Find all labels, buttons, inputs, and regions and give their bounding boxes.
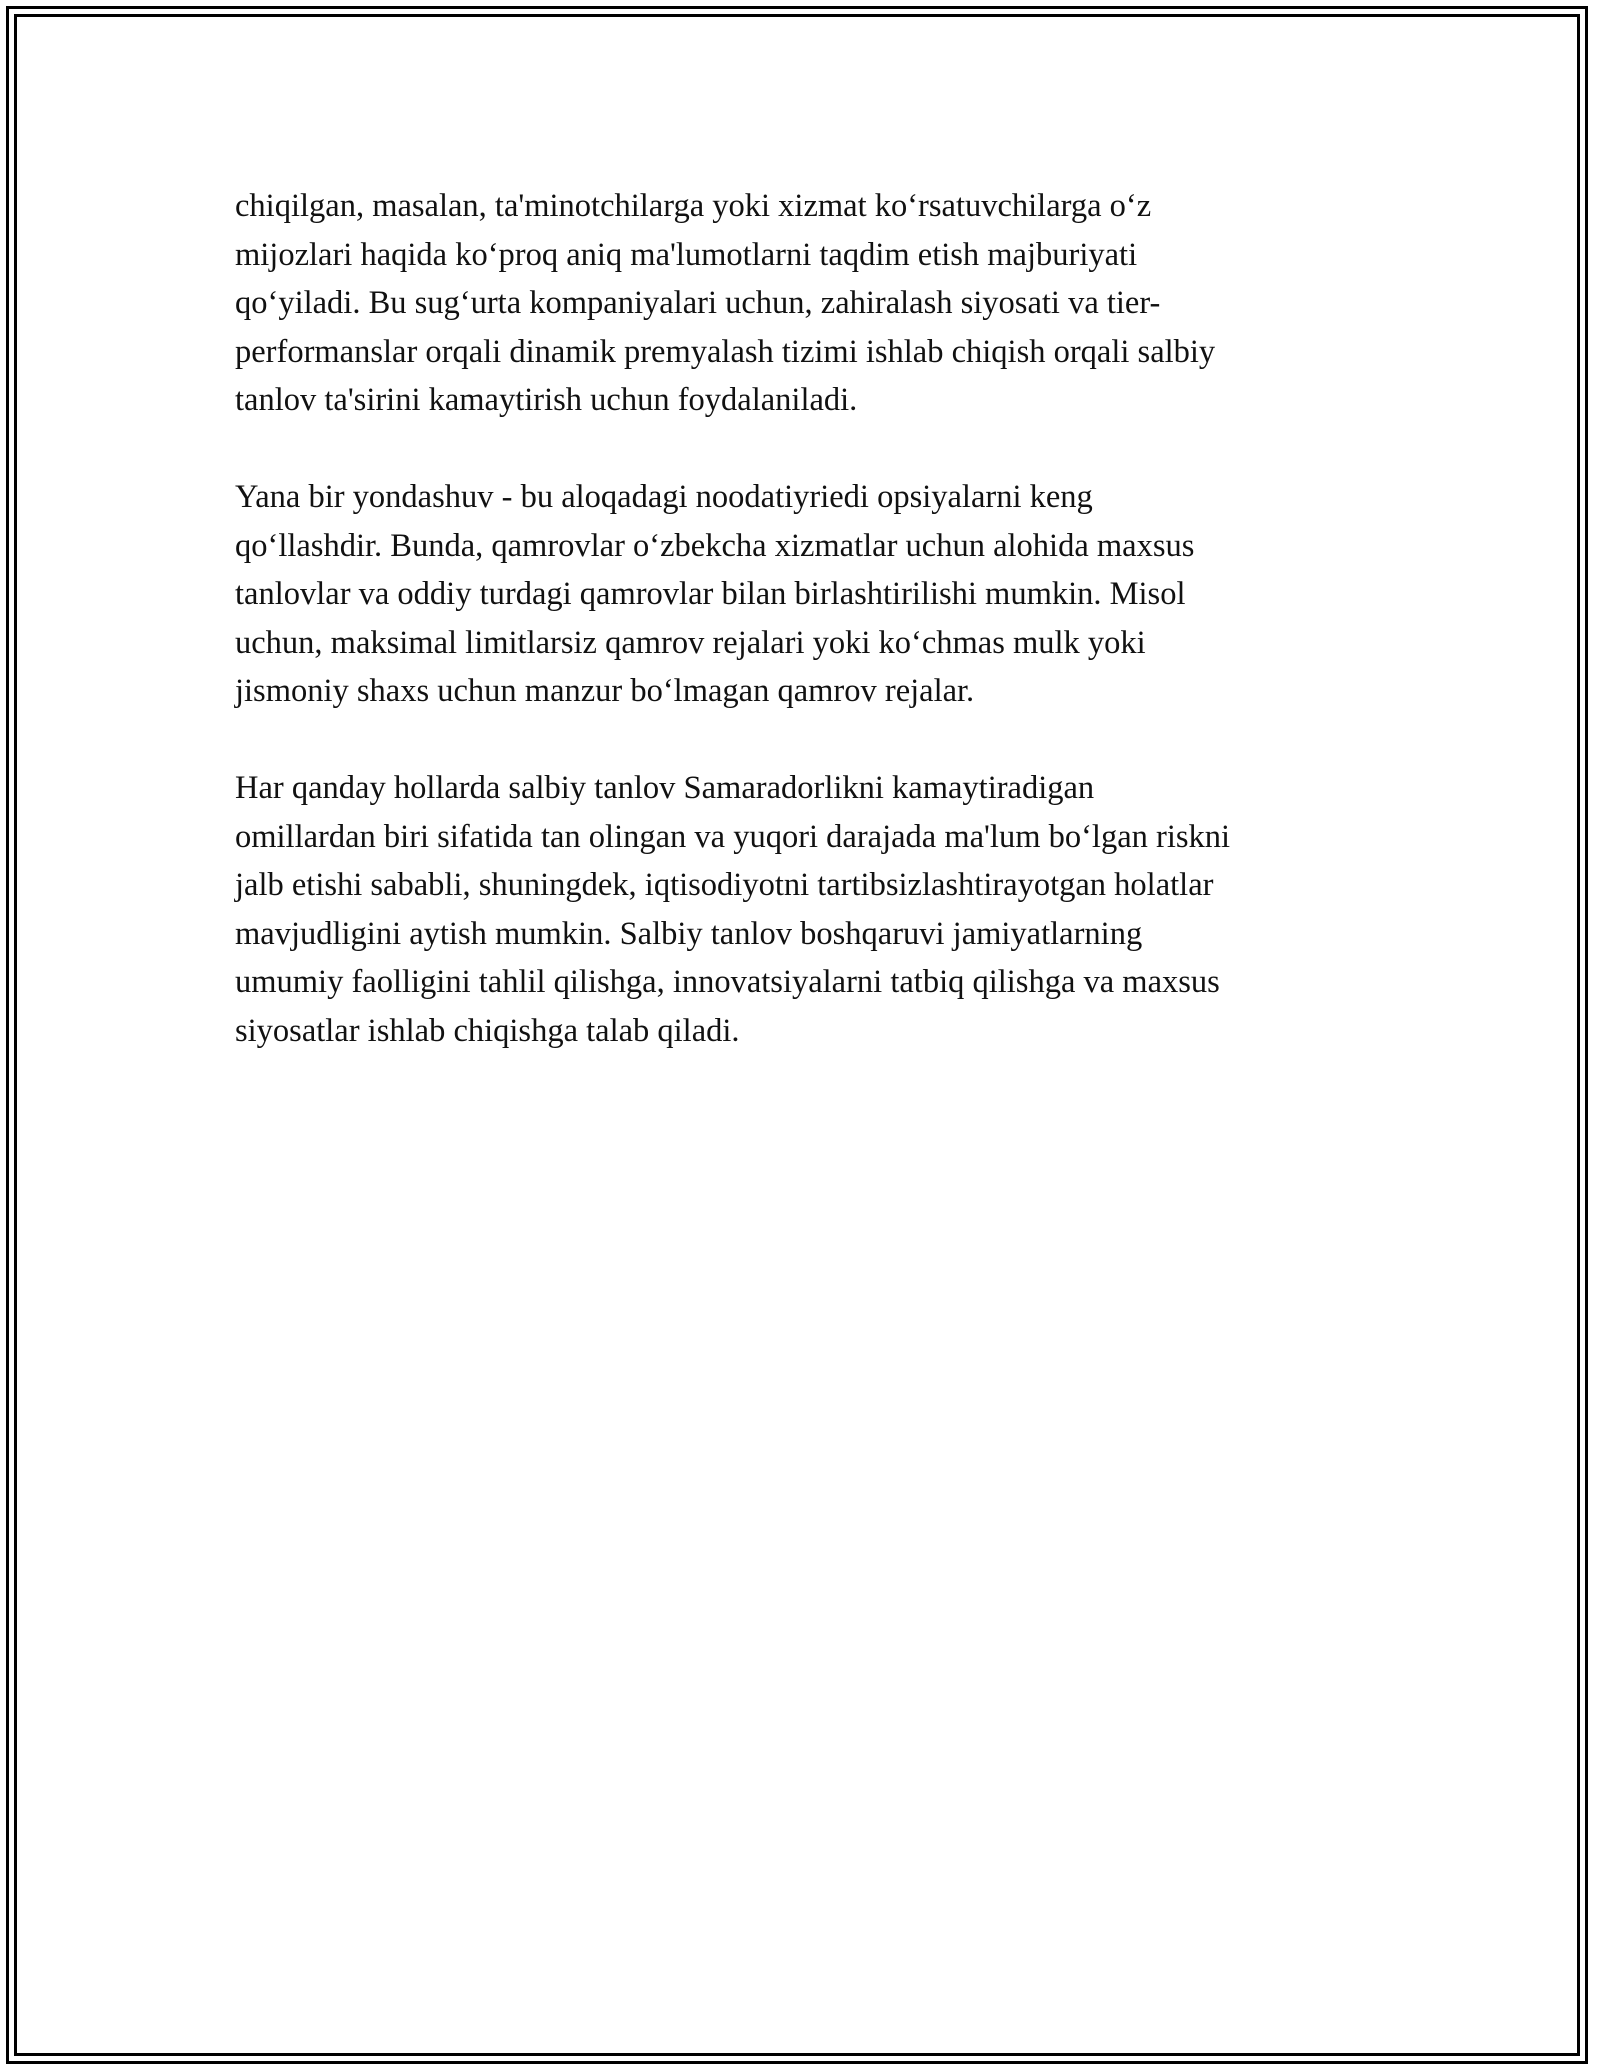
text-line: tanlovlar va oddiy turdagi qamrovlar bilan birlashtirilishi mumkin. Misol bbox=[235, 576, 1186, 612]
text-line: Yana bir yondashuv - bu aloqadagi noodatiyriedi opsiyalarni keng bbox=[235, 479, 1093, 515]
text-line: omillardan biri sifatida tan olingan va yuqori darajada ma'lum bo‘lgan riskni bbox=[235, 818, 1231, 855]
paragraph-3 bbox=[235, 764, 1385, 1055]
text-line: umumiy faolligini tahlil qilishga, innovatsiyalarni tatbiq qilishga va maxsus bbox=[235, 964, 1220, 1000]
paragraph-1 bbox=[235, 182, 1385, 425]
text-line: mavjudligini aytish mumkin. Salbiy tanlov boshqaruvi jamiyatlarning bbox=[235, 915, 1143, 952]
text-line: chiqilgan, masalan, ta'minotchilarga yoki xizmat ko‘rsatuvchilarga o‘z bbox=[235, 188, 1152, 224]
document-body bbox=[235, 182, 1385, 1104]
text-line: mijozlari haqida ko‘proq aniq ma'lumotlarni taqdim etish majburiyati bbox=[235, 236, 1138, 273]
text-line: jalb etishi sababli, shuningdek, iqtisodiyotni tartibsizlashtirayotgan holatlar bbox=[235, 867, 1214, 903]
text-line: qo‘yiladi. Bu sug‘urta kompaniyalari uchun, zahiralash siyosati va tier- bbox=[235, 285, 1161, 321]
text-line: siyosatlar ishlab chiqishga talab qiladi. bbox=[235, 1012, 740, 1049]
text-line: tanlov ta'sirini kamaytirish uchun foydalaniladi. bbox=[235, 382, 858, 418]
text-line: qo‘llashdir. Bunda, qamrovlar o‘zbekcha xizmatlar uchun alohida maxsus bbox=[235, 527, 1195, 564]
text-line: performanslar orqali dinamik premyalash tizimi ishlab chiqish orqali salbiy bbox=[235, 333, 1216, 370]
text-line: jismoniy shaxs uchun manzur bo‘lmagan qamrov rejalar. bbox=[235, 673, 975, 709]
text-line: Har qanday hollarda salbiy tanlov Samaradorlikni kamaytiradigan bbox=[235, 770, 1095, 806]
text-line: uchun, maksimal limitlarsiz qamrov rejalari yoki ko‘chmas mulk yoki bbox=[235, 624, 1146, 661]
paragraph-2 bbox=[235, 473, 1385, 716]
